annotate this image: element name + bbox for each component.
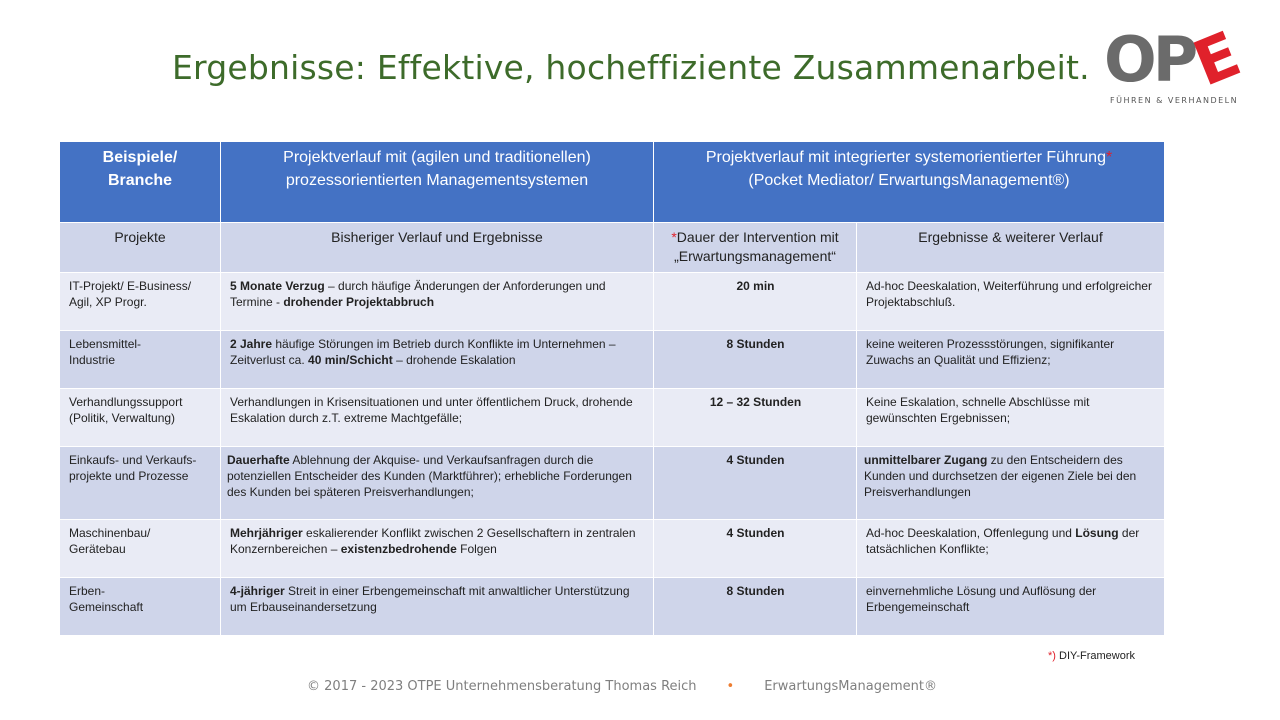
cell-ergebnis: Ad-hoc Deeskalation, Weiterführung und erfolgreicher Projektabschluß. [857,273,1165,331]
cell-verlauf: 4-jähriger Streit in einer Erbengemeinschaft mit anwaltlicher Unterstützung um Erbauseinandersetzung [221,578,654,636]
cell-ergebnis: Keine Eskalation, schnelle Abschlüsse mit gewünschten Ergebnissen; [857,389,1165,447]
table-row [60,520,1165,578]
cell-dauer: 20 min [654,273,857,331]
header-prozessorientiert: Projektverlauf mit (agilen und traditionellen) prozessorientierten Managementsystemen [221,142,654,223]
footer-copyright: © 2017 - 2023 OTPE Unternehmensberatung Thomas Reich [307,679,697,694]
cell-branche: Einkaufs- und Verkaufs- projekte und Prozesse [60,447,221,520]
cell-ergebnis: unmittelbarer Zugang zu den Entscheidern des Kunden und durchsetzen der eigenen Ziele bei den Preisverhandlungen [857,447,1165,520]
cell-verlauf: Mehrjähriger eskalierender Konflikt zwischen 2 Gesellschaftern in zentralen Konzernbereichen – existenzbedrohende Folgen [221,520,654,578]
logo-letter-e: E [1183,18,1247,101]
footer-brand: ErwartungsManagement® [764,679,937,694]
cell-dauer: 4 Stunden [654,447,857,520]
cell-branche: Maschinenbau/ Gerätebau [60,520,221,578]
table-row [60,331,1165,389]
logo-letter-p: P [1152,23,1195,96]
cell-dauer: 8 Stunden [654,331,857,389]
table-subheader-row [60,223,1165,273]
cell-branche: IT-Projekt/ E-Business/ Agil, XP Progr. [60,273,221,331]
subheader-ergebnisse: Ergebnisse & weiterer Verlauf [857,223,1165,273]
otpe-logo [1104,18,1264,108]
table-row [60,389,1165,447]
footnote-star: *) [1048,650,1056,662]
footnote [1048,650,1135,662]
table-row [60,578,1165,636]
footer-bullet: • [726,679,735,694]
subheader-dauer: *Dauer der Intervention mit „Erwartungsmanagement“ [654,223,857,273]
cell-ergebnis: einvernehmliche Lösung und Auflösung der Erbengemeinschaft [857,578,1165,636]
cell-dauer: 8 Stunden [654,578,857,636]
cell-ergebnis: keine weiteren Prozessstörungen, signifikanter Zuwachs an Qualität und Effizienz; [857,331,1165,389]
results-table [59,141,1165,636]
footnote-text: DIY-Framework [1055,650,1136,662]
subheader-projekte: Projekte [60,223,221,273]
cell-dauer: 4 Stunden [654,520,857,578]
cell-ergebnis: Ad-hoc Deeskalation, Offenlegung und Lösung der tatsächlichen Konflikte; [857,520,1165,578]
logo-tagline: FÜHREN & VERHANDELN [1110,96,1239,105]
cell-branche: Lebensmittel- Industrie [60,331,221,389]
cell-branche: Verhandlungssupport (Politik, Verwaltung) [60,389,221,447]
logo-letter-o: O [1104,23,1153,96]
table-row [60,273,1165,331]
cell-verlauf: 5 Monate Verzug – durch häufige Änderungen der Anforderungen und Termine - drohender Projektabbruch [221,273,654,331]
header-branche: Beispiele/ Branche [60,142,221,223]
cell-branche: Erben- Gemeinschaft [60,578,221,636]
footer [0,679,1244,694]
table-header-row [60,142,1165,223]
table-row [60,447,1165,520]
page-title: Ergebnisse: Effektive, hocheffiziente Zusammenarbeit. [172,48,1090,87]
cell-verlauf: Dauerhafte Ablehnung der Akquise- und Verkaufsanfragen durch die potenziellen Entscheider des Kunden (Marktführer); erhebliche Forderungen des Kunden bei späteren Preisverhandlungen; [221,447,654,520]
header-systemorientiert: Projektverlauf mit integrierter systemorientierter Führung* (Pocket Mediator/ ErwartungsManagement®) [654,142,1165,223]
subheader-verlauf: Bisheriger Verlauf und Ergebnisse [221,223,654,273]
cell-verlauf: 2 Jahre häufige Störungen im Betrieb durch Konflikte im Unternehmen – Zeitverlust ca. 40 min/Schicht – drohende Eskalation [221,331,654,389]
cell-verlauf: Verhandlungen in Krisensituationen und unter öffentlichem Druck, drohende Eskalation durch z.T. extreme Machtgefälle; [221,389,654,447]
cell-dauer: 12 – 32 Stunden [654,389,857,447]
